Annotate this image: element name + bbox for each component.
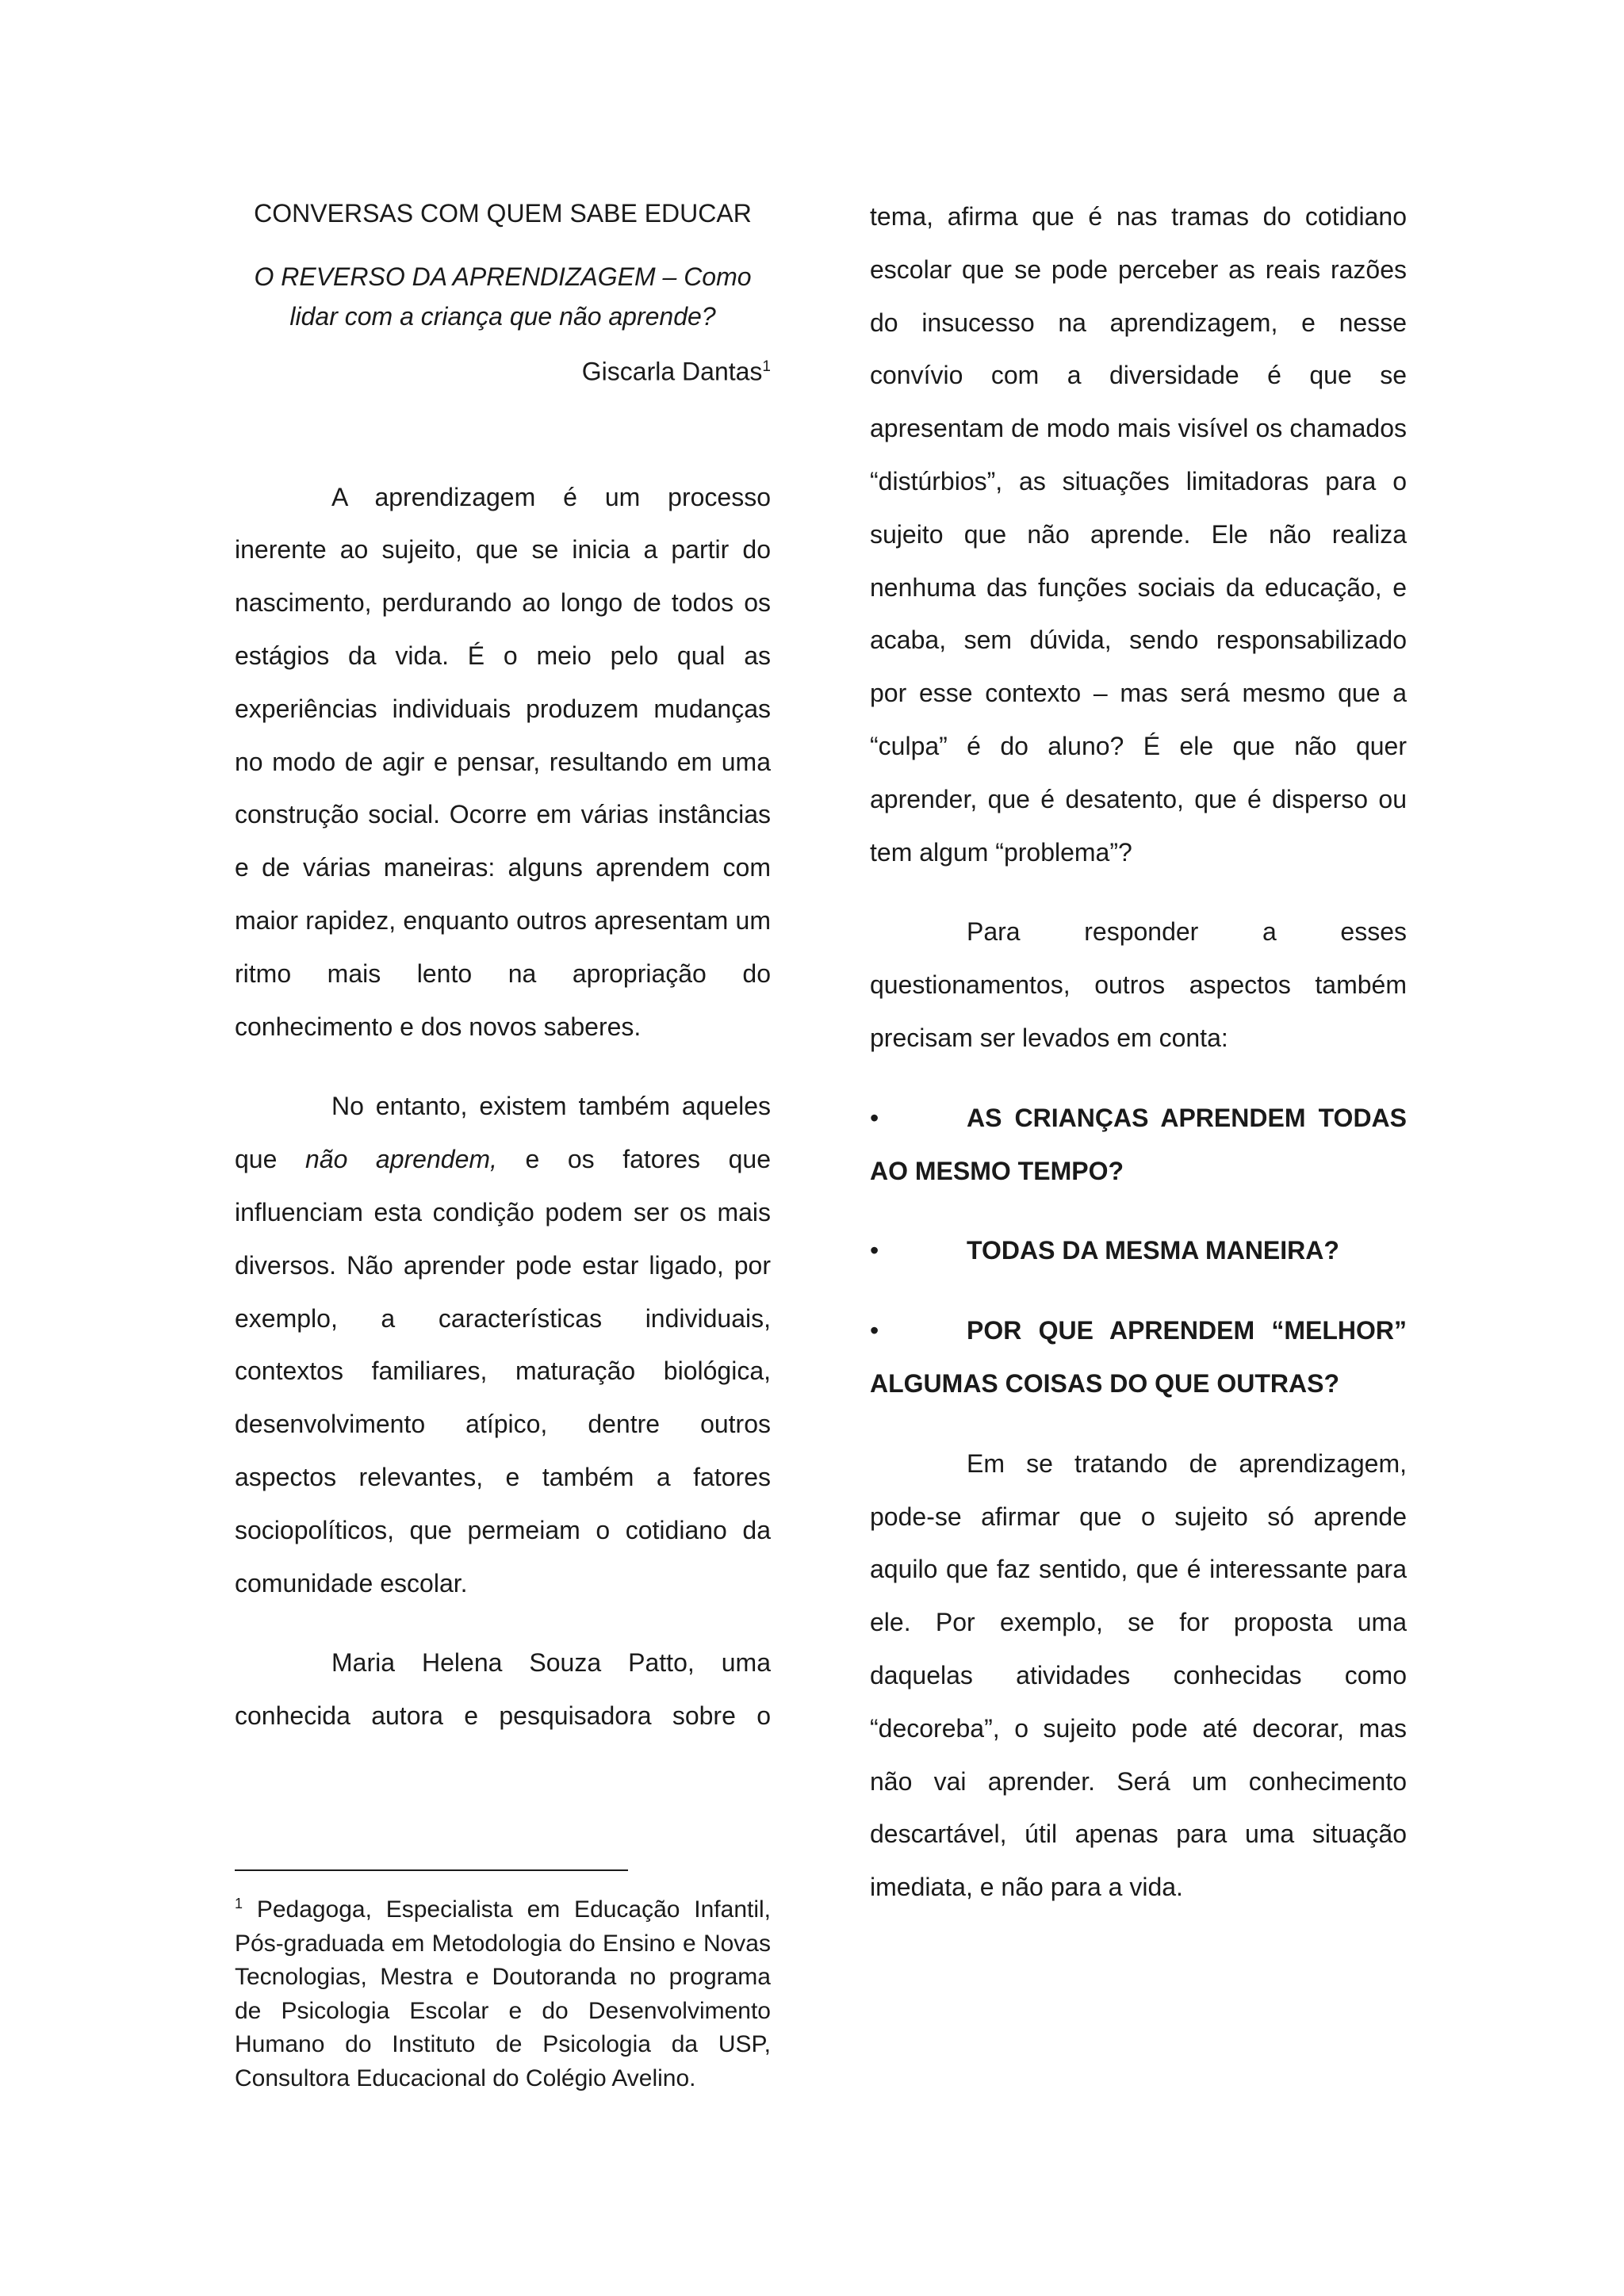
article-title: O REVERSO DA APRENDIZAGEM – Como lidar com a criança que não aprende? xyxy=(254,262,752,331)
footnote-reference[interactable]: 1 xyxy=(762,358,771,375)
left-paragraph-2-start: No entanto, existem também aqueles que xyxy=(235,1092,771,1174)
bullet-text-2: TODAS DA MESMA MANEIRA? xyxy=(967,1236,1339,1265)
right-paragraph-1: tema, afirma que é nas tramas do cotidiano escolar que se pode perceber as reais razões do insucesso na aprendizagem, e nesse convívio com a diversidade é que se apresentam de modo mais visível os chamados “distúrbios”, as situações limitadoras para o sujeito que não aprende. Ele não realiza nenhuma das funções sociais da educação, e acaba, sem dúvida, sendo responsabilizado por esse contexto – mas será mesmo que a “culpa” é do aluno? É ele que não quer aprender, que é desatento, que é disperso ou tem algum “problema”? xyxy=(870,202,1407,867)
bullet-icon: • xyxy=(870,1316,879,1345)
bullet-item-3 xyxy=(870,1304,1407,1410)
left-paragraph-3: Maria Helena Souza Patto, uma conhecida autora e pesquisadora sobre o xyxy=(235,1648,771,1731)
footnote-divider xyxy=(235,1869,628,1871)
left-paragraph-2-emphasis: não aprendem, xyxy=(304,1145,497,1174)
right-paragraph-3: Em se tratando de aprendizagem, pode-se afirmar que o sujeito só aprende aquilo que faz sentido, que é interessante para ele. Por exemplo, se for proposta uma daquelas atividades conhecidas como “decoreba”, o sujeito pode até decorar, mas não vai aprender. Será um conhecimento descartável, útil apenas para uma situação imediata, e não para a vida. xyxy=(870,1448,1407,1902)
footnote-body: Pedagoga, Especialista em Educação Infantil, Pós-graduada em Metodologia do Ensino e Novas Tecnologias, Mestra e Doutoranda no programa de Psicologia Escolar e do Desenvolvimento Humano do Instituto de Psicologia da USP, Consultora Educacional do Colégio Avelino. xyxy=(235,1896,771,2091)
bullet-item-2 xyxy=(870,1224,1407,1277)
footnote-marker: 1 xyxy=(235,1896,243,1911)
bullet-text-1: AS CRIANÇAS APRENDEM TODAS AO MESMO TEMPO? xyxy=(870,1103,1407,1185)
footnote-area xyxy=(235,1869,771,2095)
section-title: CONVERSAS COM QUEM SABE EDUCAR xyxy=(254,199,752,228)
bullet-icon: • xyxy=(870,1103,879,1132)
bullet-icon: • xyxy=(870,1236,879,1265)
left-paragraph-2 xyxy=(235,1080,771,1609)
bullet-item-1 xyxy=(870,1092,1407,1198)
author-name: Giscarla Dantas xyxy=(581,357,763,386)
bullet-text-3: POR QUE APRENDEM “MELHOR” ALGUMAS COISAS DO QUE OUTRAS? xyxy=(870,1316,1407,1398)
left-paragraph-1: A aprendizagem é um processo inerente ao sujeito, que se inicia a partir do nascimento, perdurando ao longo de todos os estágios da vida. É o meio pelo qual as experiências individuais produzem mudanças no modo de agir e pensar, resultando em uma construção social. Ocorre em várias instâncias e de várias maneiras: alguns aprendem com maior rapidez, enquanto outros apresentam um ritmo mais lento na apropriação do conhecimento e dos novos saberes. xyxy=(235,482,771,1041)
right-paragraph-2: Para responder a esses questionamentos, outros aspectos também precisam ser levados em conta: xyxy=(870,917,1407,1052)
footnote-text xyxy=(235,1887,771,2095)
right-column xyxy=(870,190,1407,1941)
left-paragraph-2-end: e os fatores que influenciam esta condição podem ser os mais diversos. Não aprender pode estar ligado, por exemplo, a características individuais, contextos familiares, maturação biológica, desenvolvimento atípico, dentre outros aspectos relevantes, e também a fatores sociopolíticos, que permeiam o cotidiano da comunidade escolar. xyxy=(235,1145,772,1598)
author-byline xyxy=(235,347,771,392)
left-column xyxy=(235,190,771,1770)
